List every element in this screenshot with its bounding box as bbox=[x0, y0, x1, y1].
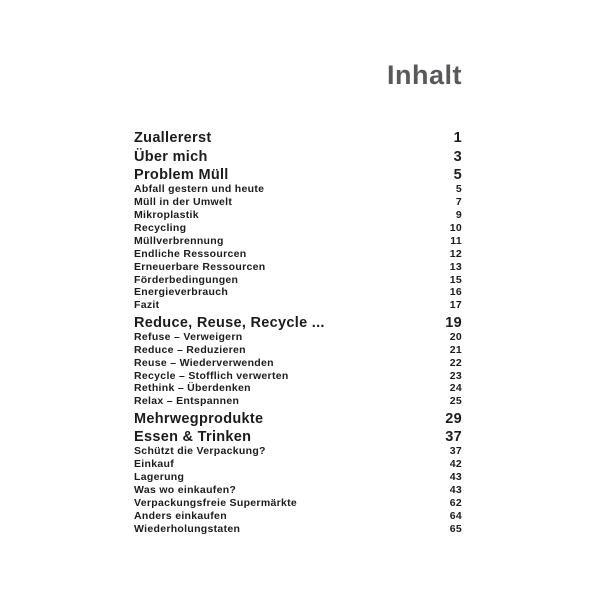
toc-entry-label: Fazit bbox=[134, 299, 160, 312]
toc-entry-page-number: 29 bbox=[445, 410, 462, 427]
toc-entry-page-number: 62 bbox=[449, 497, 462, 510]
toc-entry-page-number: 25 bbox=[449, 395, 462, 408]
toc-entry bbox=[134, 331, 462, 344]
toc-entry bbox=[134, 430, 462, 445]
toc-entry-page-number: 5 bbox=[455, 183, 462, 196]
toc-entry-page-number: 64 bbox=[449, 510, 462, 522]
toc-entry bbox=[134, 344, 462, 357]
toc-entry-label: Recycling bbox=[134, 221, 187, 234]
toc-entry bbox=[134, 370, 462, 383]
toc-entry-page-number: 7 bbox=[455, 196, 462, 209]
toc-entry bbox=[134, 497, 462, 510]
toc-entry bbox=[134, 523, 462, 536]
toc-entry bbox=[134, 395, 462, 408]
toc-entry-label: Reduce, Reuse, Recycle ... bbox=[134, 314, 325, 331]
toc-entry-label: Mehrwegprodukte bbox=[134, 410, 264, 427]
toc-entry-label: Wiederholungstaten bbox=[134, 522, 241, 535]
toc-entry-page-number: 9 bbox=[455, 209, 462, 221]
toc-entry-page-number: 22 bbox=[449, 356, 462, 369]
toc-entry bbox=[134, 274, 462, 287]
toc-entry-page-number: 3 bbox=[453, 148, 462, 165]
toc-entry-page-number: 16 bbox=[449, 286, 462, 299]
toc-entry bbox=[134, 299, 462, 312]
toc-entry-page-number: 5 bbox=[453, 167, 462, 184]
toc-entry-label: Zuallererst bbox=[134, 130, 212, 146]
toc-entry-label: Abfall gestern und heute bbox=[134, 183, 265, 196]
toc-entry-page-number: 17 bbox=[449, 299, 462, 312]
toc-entry bbox=[134, 209, 462, 222]
toc-entry-label: Einkauf bbox=[134, 458, 175, 471]
toc-entry bbox=[134, 131, 462, 146]
toc-entry-label: Über mich bbox=[134, 148, 208, 165]
toc-entry-label: Problem Müll bbox=[134, 167, 229, 184]
toc-entry-label: Endliche Ressourcen bbox=[134, 247, 247, 260]
toc-entry-page-number: 37 bbox=[449, 445, 462, 458]
toc-entry-label: Mikroplastik bbox=[134, 209, 199, 221]
toc-entry-label: Was wo einkaufen? bbox=[134, 484, 237, 497]
toc-entry bbox=[134, 168, 462, 183]
toc-entry-label: Förderbedingungen bbox=[134, 273, 239, 286]
toc-entry-label: Lagerung bbox=[134, 471, 185, 484]
toc-entry-page-number: 21 bbox=[449, 343, 462, 356]
toc-entry-page-number: 10 bbox=[449, 221, 462, 234]
toc-entry-label: Anders einkaufen bbox=[134, 510, 227, 522]
toc-entry-page-number: 24 bbox=[449, 382, 462, 395]
toc-entry-label: Energieverbrauch bbox=[134, 286, 229, 299]
toc-entry-label: Reduce – Reduzieren bbox=[134, 343, 246, 356]
toc-entry-page-number: 43 bbox=[449, 484, 462, 497]
toc-entry-label: Relax – Entspannen bbox=[134, 395, 240, 408]
toc-entry-page-number: 43 bbox=[449, 471, 462, 484]
toc-entry-label: Essen & Trinken bbox=[134, 429, 252, 446]
toc-entry-label: Reuse – Wiederverwenden bbox=[134, 356, 274, 369]
toc-entry bbox=[134, 382, 462, 395]
toc-entry-page-number: 65 bbox=[449, 522, 462, 535]
toc-entry-page-number: 12 bbox=[449, 247, 462, 260]
toc-entry bbox=[134, 196, 462, 209]
toc-entry-page-number: 42 bbox=[449, 458, 462, 471]
toc-entry bbox=[134, 286, 462, 299]
toc-entry-label: Erneuerbare Ressourcen bbox=[134, 260, 266, 273]
page-title: Inhalt bbox=[387, 60, 462, 90]
toc-entry bbox=[134, 235, 462, 248]
toc-entry-label: Müllverbrennung bbox=[134, 234, 224, 247]
toc-entry-page-number: 1 bbox=[453, 130, 462, 146]
toc-entry-page-number: 23 bbox=[449, 369, 462, 382]
toc-entry-page-number: 13 bbox=[449, 260, 462, 273]
toc-entry bbox=[134, 458, 462, 471]
toc-entry bbox=[134, 471, 462, 484]
toc-entry-page-number: 37 bbox=[445, 429, 462, 446]
toc-entry-label: Refuse – Verweigern bbox=[134, 330, 243, 343]
toc-entry bbox=[134, 357, 462, 370]
toc-entry bbox=[134, 510, 462, 523]
toc-entry bbox=[134, 261, 462, 274]
table-of-contents bbox=[134, 131, 462, 536]
toc-entry-page-number: 15 bbox=[449, 273, 462, 286]
toc-entry-page-number: 20 bbox=[449, 330, 462, 343]
toc-entry bbox=[134, 445, 462, 458]
toc-entry-label: Recycle – Stofflich verwerten bbox=[134, 369, 289, 382]
toc-entry-page-number: 11 bbox=[450, 234, 462, 247]
toc-entry bbox=[134, 412, 462, 427]
toc-entry bbox=[134, 183, 462, 196]
toc-entry-label: Müll in der Umwelt bbox=[134, 196, 233, 209]
toc-entry-label: Schützt die Verpackung? bbox=[134, 445, 266, 458]
toc-entry bbox=[134, 150, 462, 165]
toc-entry bbox=[134, 484, 462, 497]
toc-entry-label: Verpackungsfreie Supermärkte bbox=[134, 497, 298, 510]
toc-entry-page-number: 19 bbox=[445, 314, 462, 331]
toc-entry bbox=[134, 316, 462, 331]
toc-entry bbox=[134, 248, 462, 261]
toc-entry bbox=[134, 222, 462, 235]
toc-entry-label: Rethink – Überdenken bbox=[134, 382, 251, 395]
